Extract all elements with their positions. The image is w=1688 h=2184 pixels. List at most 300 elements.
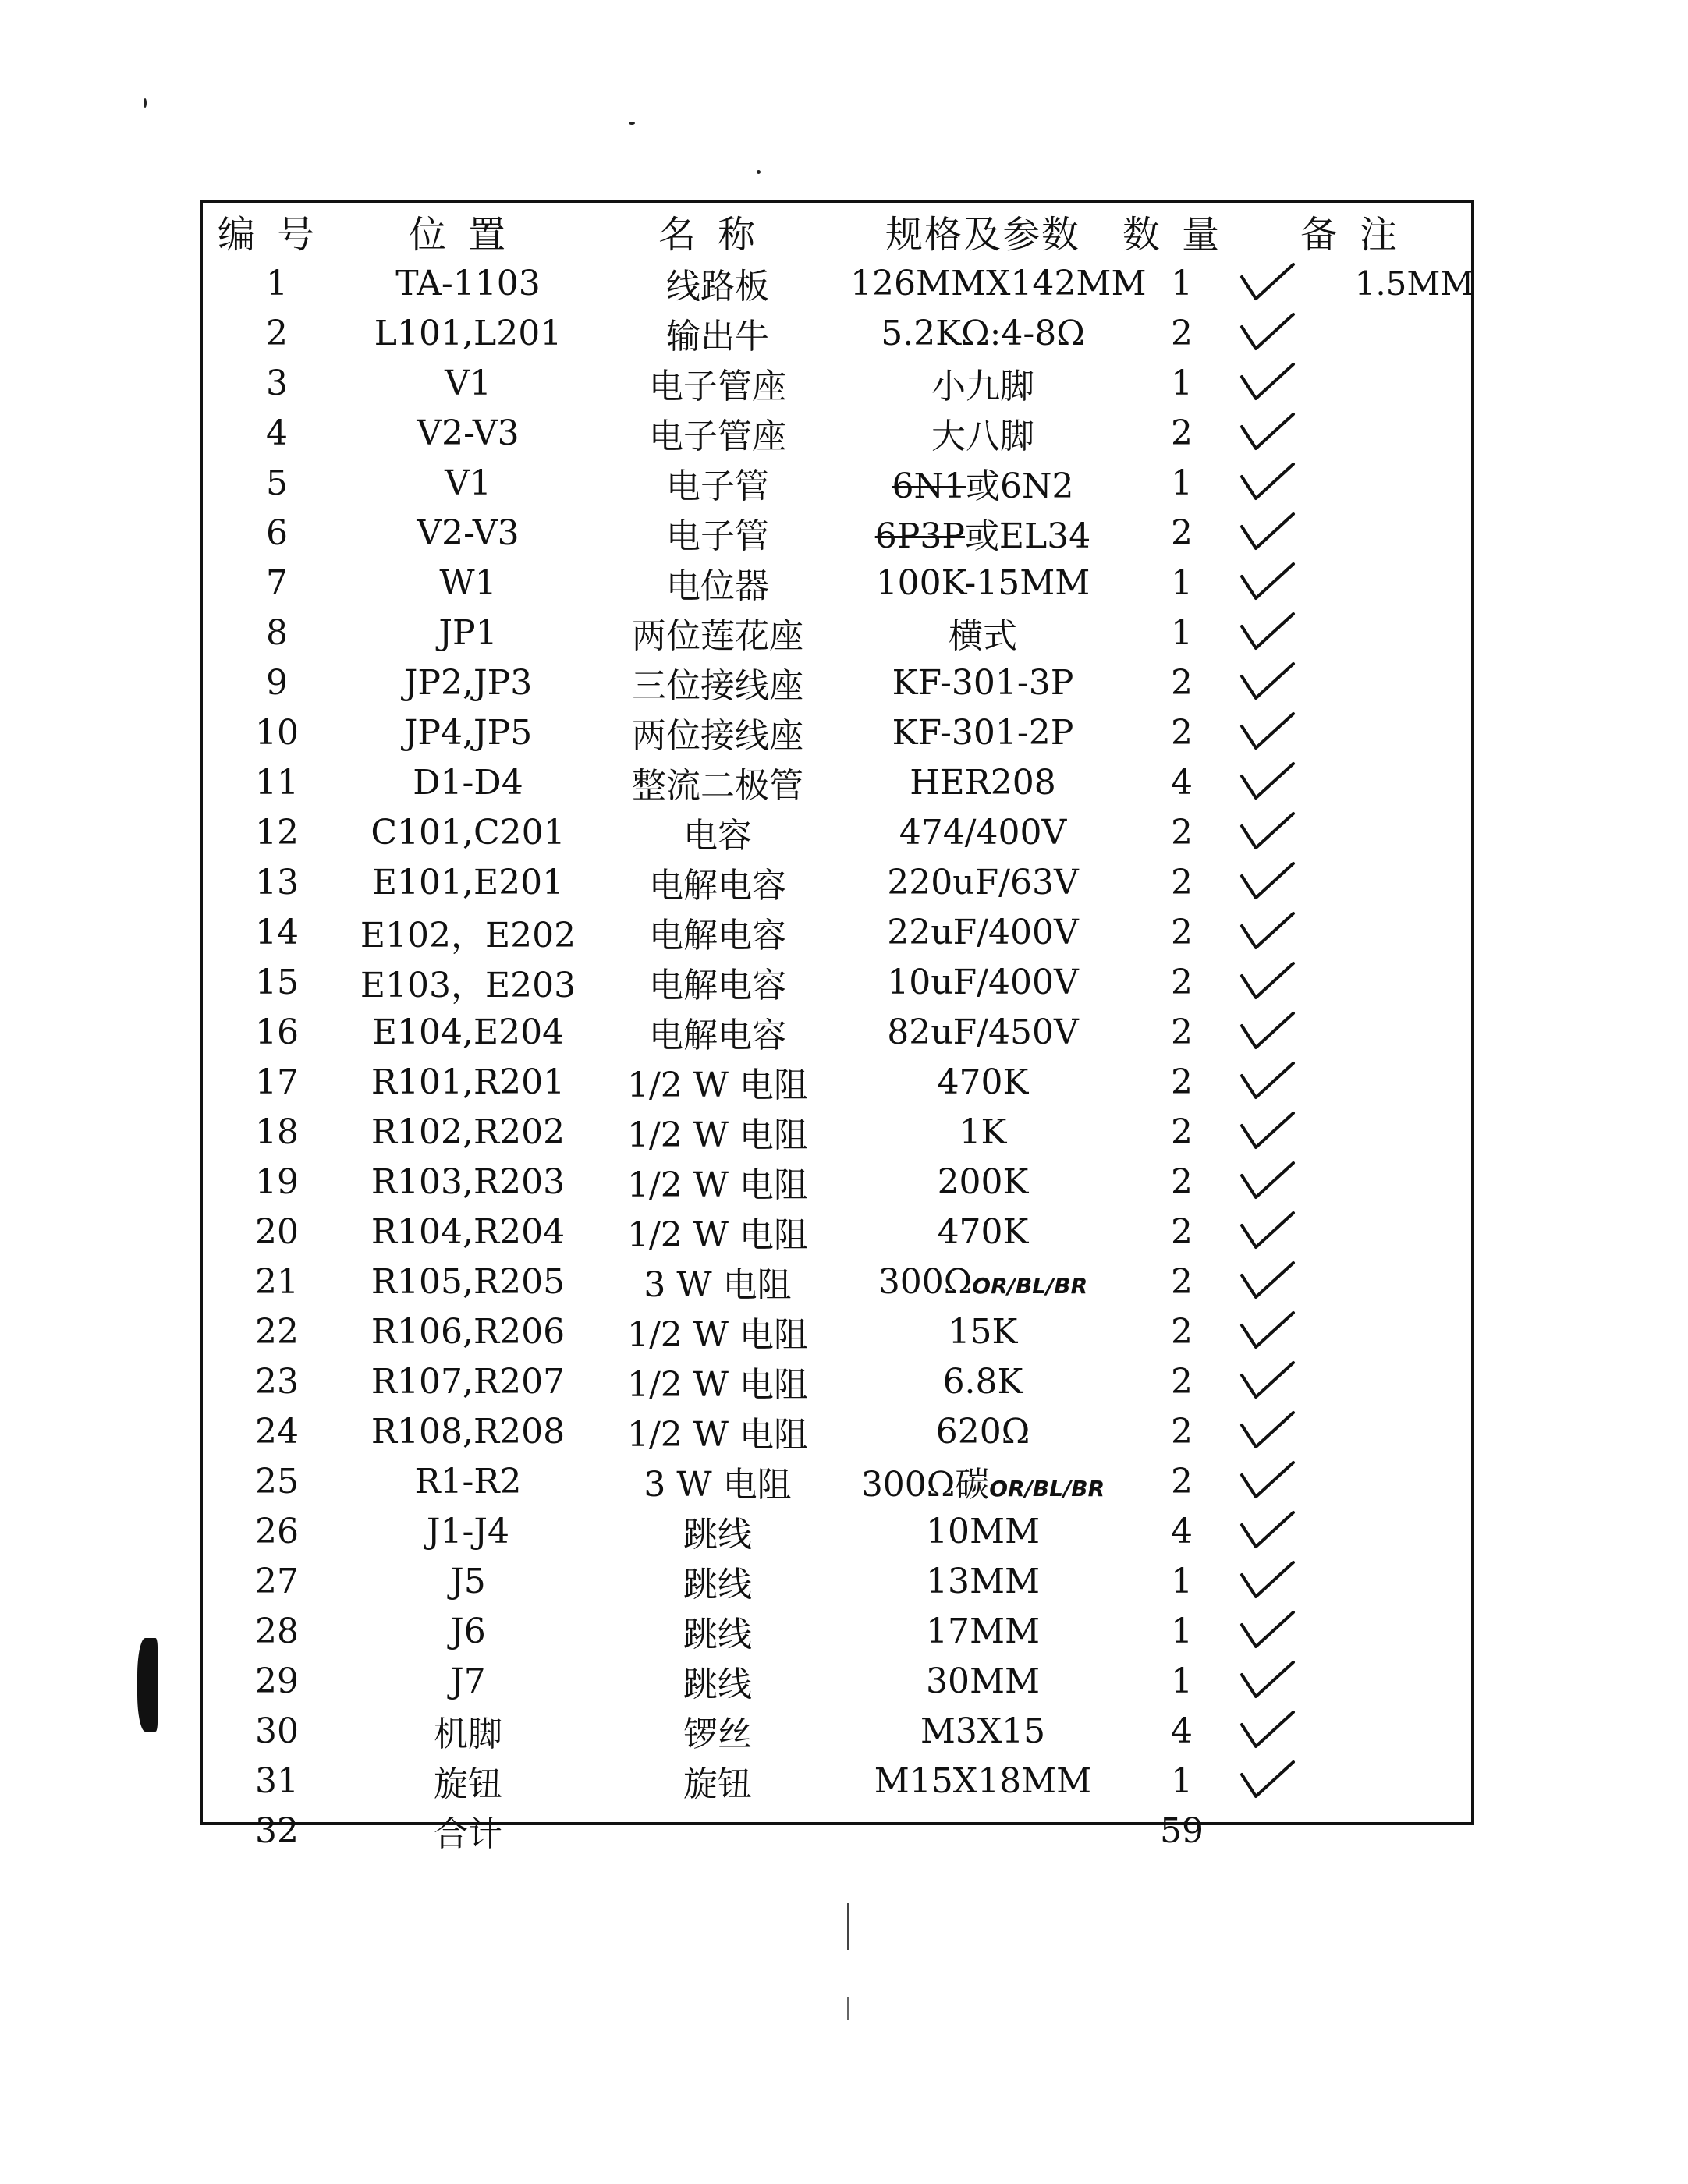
spec-text: 300Ω碳 — [860, 1465, 990, 1505]
cell-spec — [850, 707, 1115, 757]
cell-no: 20 — [255, 1211, 299, 1252]
cell-note — [1248, 608, 1471, 658]
header-name: 名称 — [658, 213, 777, 257]
handwritten-checkmark-icon — [1236, 1608, 1298, 1654]
cell-name: 整流二极管 — [632, 766, 803, 806]
table-row — [203, 1356, 1471, 1406]
cell-spec — [850, 1406, 1115, 1456]
table-row — [203, 1756, 1471, 1806]
cell-no: 14 — [255, 912, 299, 952]
cell-qty: 1 — [1171, 1760, 1193, 1801]
cell-qty: 1 — [1171, 263, 1193, 303]
spec-text: 15K — [948, 1311, 1018, 1352]
handwritten-checkmark-icon — [1236, 709, 1298, 756]
cell-note — [1248, 1756, 1471, 1806]
cell-no: 24 — [255, 1411, 299, 1452]
handwritten-checkmark-icon — [1236, 1508, 1298, 1555]
cell-spec — [850, 258, 1147, 308]
cell-note — [1248, 1656, 1471, 1706]
cell-note — [1248, 1157, 1471, 1207]
cell-position: JP1 — [438, 612, 498, 653]
cell-position: L101,L201 — [374, 313, 562, 353]
cell-name: 电解电容 — [649, 866, 786, 906]
spec-text: 300Ω — [878, 1261, 973, 1302]
cell-spec — [850, 1107, 1115, 1157]
cell-qty: 1 — [1171, 1661, 1193, 1701]
table-row — [203, 1306, 1471, 1356]
cell-no: 10 — [255, 712, 299, 753]
handwritten-checkmark-icon — [1236, 1558, 1298, 1604]
cell-spec — [850, 1806, 1115, 1856]
cell-name: 电子管座 — [649, 417, 786, 456]
spec-text: KF-301-2P — [892, 712, 1074, 753]
cell-position: E103，E203 — [360, 966, 576, 1005]
cell-note — [1248, 957, 1471, 1007]
cell-spec — [850, 658, 1115, 707]
scan-speck — [144, 98, 147, 108]
spec-text: 470K — [937, 1062, 1029, 1102]
table-row — [203, 1456, 1471, 1506]
spec-text: M15X18MM — [874, 1760, 1092, 1801]
spec-text: 6.8K — [942, 1361, 1023, 1402]
cell-no: 18 — [255, 1112, 299, 1152]
cell-note — [1248, 308, 1471, 358]
header-position: 位置 — [408, 213, 527, 257]
cell-position: JP2,JP3 — [403, 662, 533, 703]
cell-note — [1248, 1257, 1471, 1306]
cell-spec — [850, 408, 1115, 458]
handwritten-checkmark-icon — [1236, 959, 1298, 1005]
spec-text: KF-301-3P — [892, 662, 1074, 703]
handwritten-checkmark-icon — [1236, 260, 1298, 307]
table-row — [203, 1606, 1471, 1656]
handwritten-color-code: OR/BL/BR — [972, 1272, 1088, 1299]
table-row — [203, 757, 1471, 807]
spec-text: 10uF/400V — [887, 962, 1079, 1002]
cell-name: 跳线 — [683, 1565, 752, 1604]
cell-name: 1/2 W 电阻 — [626, 1065, 808, 1105]
table-row — [203, 1007, 1471, 1057]
cell-no: 4 — [266, 413, 288, 453]
table-row — [203, 957, 1471, 1007]
cell-qty: 2 — [1171, 1411, 1193, 1452]
cell-spec — [850, 1706, 1115, 1756]
cell-note — [1248, 1556, 1471, 1606]
struck-spec-text: 6N1 — [892, 466, 966, 506]
cell-name: 旋钮 — [683, 1764, 752, 1804]
handwritten-checkmark-icon — [1236, 1308, 1298, 1355]
handwritten-checkmark-icon — [1236, 809, 1298, 856]
handwritten-checkmark-icon — [1236, 1658, 1298, 1704]
table-row — [203, 1207, 1471, 1257]
cell-name: 三位接线座 — [632, 666, 803, 706]
cell-qty: 1 — [1171, 1561, 1193, 1601]
cell-no: 25 — [255, 1461, 299, 1502]
cell-name: 电子管座 — [649, 367, 786, 406]
cell-no: 16 — [255, 1012, 299, 1052]
cell-no: 26 — [255, 1511, 299, 1551]
note-text: 1.5MM — [1354, 264, 1474, 303]
cell-spec — [850, 1257, 1115, 1306]
cell-qty: 1 — [1171, 562, 1193, 603]
cell-no: 21 — [255, 1261, 299, 1302]
cell-name: 1/2 W 电阻 — [626, 1115, 808, 1155]
table-row — [203, 1406, 1471, 1456]
table-body — [203, 258, 1474, 1856]
cell-name: 电子管 — [666, 516, 769, 556]
cell-position: TA-1103 — [395, 263, 541, 303]
spec-text: 220uF/63V — [887, 862, 1079, 902]
cell-qty: 2 — [1171, 1361, 1193, 1402]
cell-qty: 1 — [1171, 612, 1193, 653]
table-row — [203, 358, 1471, 408]
header-row — [203, 204, 1471, 258]
cell-spec — [850, 1506, 1115, 1556]
cell-no: 19 — [255, 1161, 299, 1202]
cell-spec — [850, 907, 1115, 957]
spec-text: 30MM — [925, 1661, 1041, 1701]
cell-position: E102，E202 — [360, 916, 576, 956]
cell-note — [1248, 1107, 1471, 1157]
cell-note — [1248, 508, 1471, 558]
cell-position: V1 — [445, 463, 491, 503]
cell-position: C101,C201 — [371, 812, 566, 853]
cell-spec — [850, 807, 1115, 857]
cell-qty: 2 — [1171, 313, 1193, 353]
cell-position: R1-R2 — [414, 1461, 522, 1502]
cell-name: 跳线 — [683, 1615, 752, 1654]
handwritten-checkmark-icon — [1236, 1158, 1298, 1205]
cell-no: 2 — [266, 313, 288, 353]
header-no: 编号 — [217, 213, 336, 257]
cell-name: 电位器 — [666, 566, 769, 606]
handwritten-checkmark-icon — [1236, 410, 1298, 456]
cell-note — [1248, 1606, 1471, 1656]
cell-note — [1248, 1456, 1471, 1506]
cell-qty: 2 — [1171, 1461, 1193, 1502]
spec-text: HER208 — [910, 762, 1056, 803]
spec-text: 横式 — [949, 616, 1017, 656]
cell-name: 跳线 — [683, 1515, 752, 1555]
handwritten-checkmark-icon — [1236, 1058, 1298, 1105]
cell-note — [1248, 458, 1471, 508]
cell-spec — [850, 558, 1115, 608]
cell-position: 旋钮 — [434, 1764, 502, 1804]
handwritten-checkmark-icon — [1236, 509, 1298, 556]
cell-position: R104,R204 — [371, 1211, 566, 1252]
cell-name: 1/2 W 电阻 — [626, 1315, 808, 1355]
handwritten-checkmark-icon — [1236, 310, 1298, 356]
cell-spec — [850, 957, 1115, 1007]
cell-position: R102,R202 — [371, 1112, 566, 1152]
cell-spec — [850, 1656, 1115, 1706]
cell-qty: 2 — [1171, 1211, 1193, 1252]
cell-note — [1248, 358, 1471, 408]
cell-position: J1-J4 — [426, 1511, 510, 1551]
cell-spec — [850, 608, 1115, 658]
cell-qty: 2 — [1171, 413, 1193, 453]
spec-text: 5.2KΩ:4-8Ω — [881, 313, 1085, 353]
cell-no: 6 — [266, 512, 288, 553]
table-row — [203, 1157, 1471, 1207]
cell-position: J7 — [450, 1661, 486, 1701]
cell-qty: 2 — [1171, 1062, 1193, 1102]
spec-text: 82uF/450V — [887, 1012, 1079, 1052]
cell-no: 11 — [255, 762, 299, 803]
handwritten-checkmark-icon — [1236, 609, 1298, 656]
cell-spec — [850, 1207, 1115, 1257]
cell-name: 电解电容 — [649, 966, 786, 1005]
cell-name: 3 W 电阻 — [644, 1465, 792, 1505]
table-row — [203, 1806, 1471, 1856]
cell-spec — [850, 757, 1115, 807]
cell-spec — [850, 1606, 1115, 1656]
spec-text: 620Ω — [935, 1411, 1030, 1452]
cell-qty: 2 — [1171, 962, 1193, 1002]
cell-qty: 2 — [1171, 912, 1193, 952]
cell-no: 15 — [255, 962, 299, 1002]
cell-spec — [850, 1456, 1115, 1506]
spec-text: 大八脚 — [931, 417, 1034, 456]
cell-position: 机脚 — [434, 1714, 502, 1754]
spec-text: 22uF/400V — [887, 912, 1079, 952]
cell-no: 22 — [255, 1311, 299, 1352]
handwritten-checkmark-icon — [1236, 909, 1298, 956]
cell-position: E101,E201 — [371, 862, 565, 902]
cell-no: 13 — [255, 862, 299, 902]
cell-qty: 2 — [1171, 1261, 1193, 1302]
cell-name: 1/2 W 电阻 — [626, 1365, 808, 1405]
table-row — [203, 608, 1471, 658]
cell-name: 电解电容 — [649, 1016, 786, 1055]
cell-note — [1248, 707, 1471, 757]
cell-qty: 4 — [1171, 1711, 1193, 1751]
cell-position: J5 — [450, 1561, 486, 1601]
handwritten-checkmark-icon — [1236, 1358, 1298, 1405]
handwritten-checkmark-icon — [1236, 1208, 1298, 1255]
table-row — [203, 408, 1471, 458]
scan-speck — [757, 170, 761, 174]
cell-name: 1/2 W 电阻 — [626, 1415, 808, 1455]
scan-speck — [629, 122, 635, 125]
cell-spec — [850, 458, 1115, 508]
cell-qty: 4 — [1171, 1511, 1193, 1551]
bill-of-materials-table — [203, 204, 1474, 1856]
scan-line — [847, 1903, 849, 1950]
cell-qty: 2 — [1171, 1012, 1193, 1052]
table-row — [203, 658, 1471, 707]
cell-position: W1 — [439, 562, 497, 603]
handwritten-checkmark-icon — [1236, 1458, 1298, 1505]
handwritten-checkmark-icon — [1236, 659, 1298, 706]
cell-position: 合计 — [434, 1814, 502, 1854]
cell-no: 9 — [266, 662, 288, 703]
cell-name: 输出牛 — [666, 317, 769, 356]
table-row — [203, 707, 1471, 757]
struck-spec-text: 6P3P — [874, 516, 965, 556]
cell-qty: 2 — [1171, 512, 1193, 553]
handwritten-checkmark-icon — [1236, 1707, 1298, 1754]
table-row — [203, 1556, 1471, 1606]
cell-name: 3 W 电阻 — [644, 1265, 792, 1305]
cell-position: V1 — [445, 363, 491, 403]
cell-no: 5 — [266, 463, 288, 503]
cell-spec — [850, 1306, 1115, 1356]
cell-name: 两位莲花座 — [632, 616, 803, 656]
table-row — [203, 907, 1471, 957]
cell-no: 17 — [255, 1062, 299, 1102]
spec-text: 10MM — [925, 1511, 1041, 1551]
spec-text: M3X15 — [920, 1711, 1046, 1751]
spec-text: 13MM — [925, 1561, 1041, 1601]
spec-text: 470K — [937, 1211, 1029, 1252]
cell-qty: 4 — [1171, 762, 1193, 803]
spec-text: 126MMX142MM — [850, 263, 1147, 303]
handwritten-checkmark-icon — [1236, 1408, 1298, 1455]
cell-name: 1/2 W 电阻 — [626, 1165, 808, 1205]
cell-no: 30 — [255, 1711, 299, 1751]
table-row — [203, 807, 1471, 857]
cell-qty: 2 — [1171, 662, 1193, 703]
cell-note — [1248, 258, 1474, 308]
header-note: 备注 — [1300, 213, 1419, 257]
cell-spec — [850, 1556, 1115, 1606]
cell-spec — [850, 508, 1115, 558]
table-row — [203, 308, 1471, 358]
cell-note — [1248, 907, 1471, 957]
cell-spec — [850, 1007, 1115, 1057]
spec-text: 或EL34 — [964, 516, 1091, 556]
cell-name: 电容 — [683, 816, 752, 856]
cell-no: 28 — [255, 1611, 299, 1651]
spec-text: 17MM — [925, 1611, 1041, 1651]
cell-position: V2-V3 — [417, 512, 520, 553]
cell-qty: 2 — [1171, 862, 1193, 902]
cell-qty: 1 — [1171, 1611, 1193, 1651]
cell-position: E104,E204 — [371, 1012, 565, 1052]
cell-note — [1248, 1057, 1471, 1107]
cell-note — [1248, 1406, 1471, 1456]
handwritten-checkmark-icon — [1236, 459, 1298, 506]
spec-text: 100K-15MM — [875, 562, 1090, 603]
table-row — [203, 1257, 1471, 1306]
spec-text: 474/400V — [899, 812, 1067, 853]
scan-line — [847, 1997, 849, 2020]
cell-name — [585, 1806, 850, 1856]
cell-position: R107,R207 — [371, 1361, 566, 1402]
cell-name: 1/2 W 电阻 — [626, 1215, 808, 1255]
cell-no: 8 — [266, 612, 288, 653]
cell-position: R101,R201 — [371, 1062, 566, 1102]
cell-name: 锣丝 — [683, 1714, 752, 1754]
cell-note — [1248, 1356, 1471, 1406]
table-row — [203, 1706, 1471, 1756]
cell-no: 31 — [255, 1760, 299, 1801]
cell-note — [1248, 857, 1471, 907]
cell-name: 两位接线座 — [632, 716, 803, 756]
cell-name: 电解电容 — [649, 916, 786, 956]
cell-no: 7 — [266, 562, 288, 603]
cell-note — [1248, 807, 1471, 857]
cell-note — [1248, 558, 1471, 608]
scan-edge-mark — [137, 1638, 158, 1732]
table-row — [203, 857, 1471, 907]
cell-note — [1248, 408, 1471, 458]
table-row — [203, 1107, 1471, 1157]
spec-text: 或6N2 — [966, 466, 1074, 506]
cell-no: 32 — [255, 1810, 299, 1851]
cell-note — [1248, 1306, 1471, 1356]
cell-note — [1248, 757, 1471, 807]
cell-qty: 2 — [1171, 1112, 1193, 1152]
table-row — [203, 1057, 1471, 1107]
cell-spec — [850, 358, 1115, 408]
table-row — [203, 458, 1471, 508]
cell-no: 23 — [255, 1361, 299, 1402]
header-spec: 规格及参数 — [885, 213, 1080, 257]
cell-name: 跳线 — [683, 1665, 752, 1704]
cell-position: R108,R208 — [371, 1411, 566, 1452]
cell-position: R103,R203 — [371, 1161, 566, 1202]
cell-spec — [850, 1057, 1115, 1107]
cell-no: 12 — [255, 812, 299, 853]
handwritten-checkmark-icon — [1236, 859, 1298, 906]
cell-note — [1248, 1506, 1471, 1556]
cell-position: V2-V3 — [417, 413, 520, 453]
table-row — [203, 508, 1471, 558]
handwritten-checkmark-icon — [1236, 759, 1298, 806]
cell-note — [1248, 1207, 1471, 1257]
cell-note — [1248, 1706, 1471, 1756]
spec-text: 200K — [937, 1161, 1029, 1202]
cell-note — [1248, 1806, 1471, 1856]
table-row — [203, 1506, 1471, 1556]
handwritten-checkmark-icon — [1236, 360, 1298, 406]
spec-text: 1K — [959, 1112, 1007, 1152]
cell-no: 3 — [266, 363, 288, 403]
cell-spec — [850, 1157, 1115, 1207]
handwritten-checkmark-icon — [1236, 1258, 1298, 1305]
cell-no: 27 — [255, 1561, 299, 1601]
cell-qty: 2 — [1171, 1161, 1193, 1202]
cell-no: 29 — [255, 1661, 299, 1701]
spec-text: 小九脚 — [931, 367, 1034, 406]
cell-name: 线路板 — [666, 267, 769, 307]
cell-spec — [850, 308, 1115, 358]
cell-position: D1-D4 — [413, 762, 523, 803]
cell-qty: 59 — [1160, 1810, 1204, 1851]
cell-spec — [850, 1356, 1115, 1406]
cell-position: R105,R205 — [371, 1261, 566, 1302]
cell-qty: 2 — [1171, 1311, 1193, 1352]
cell-qty: 1 — [1171, 363, 1193, 403]
cell-note — [1248, 658, 1471, 707]
cell-position: R106,R206 — [371, 1311, 566, 1352]
table-row — [203, 258, 1471, 308]
cell-no: 1 — [266, 263, 288, 303]
header-qty: 数量 — [1122, 213, 1241, 257]
cell-position: J6 — [450, 1611, 486, 1651]
cell-spec — [850, 1756, 1115, 1806]
handwritten-color-code: OR/BL/BR — [989, 1476, 1105, 1502]
handwritten-checkmark-icon — [1236, 1108, 1298, 1155]
cell-qty: 2 — [1171, 712, 1193, 753]
cell-position: JP4,JP5 — [403, 712, 533, 753]
handwritten-checkmark-icon — [1236, 1009, 1298, 1055]
cell-spec — [850, 857, 1115, 907]
handwritten-checkmark-icon — [1236, 1757, 1298, 1804]
cell-qty: 1 — [1171, 463, 1193, 503]
